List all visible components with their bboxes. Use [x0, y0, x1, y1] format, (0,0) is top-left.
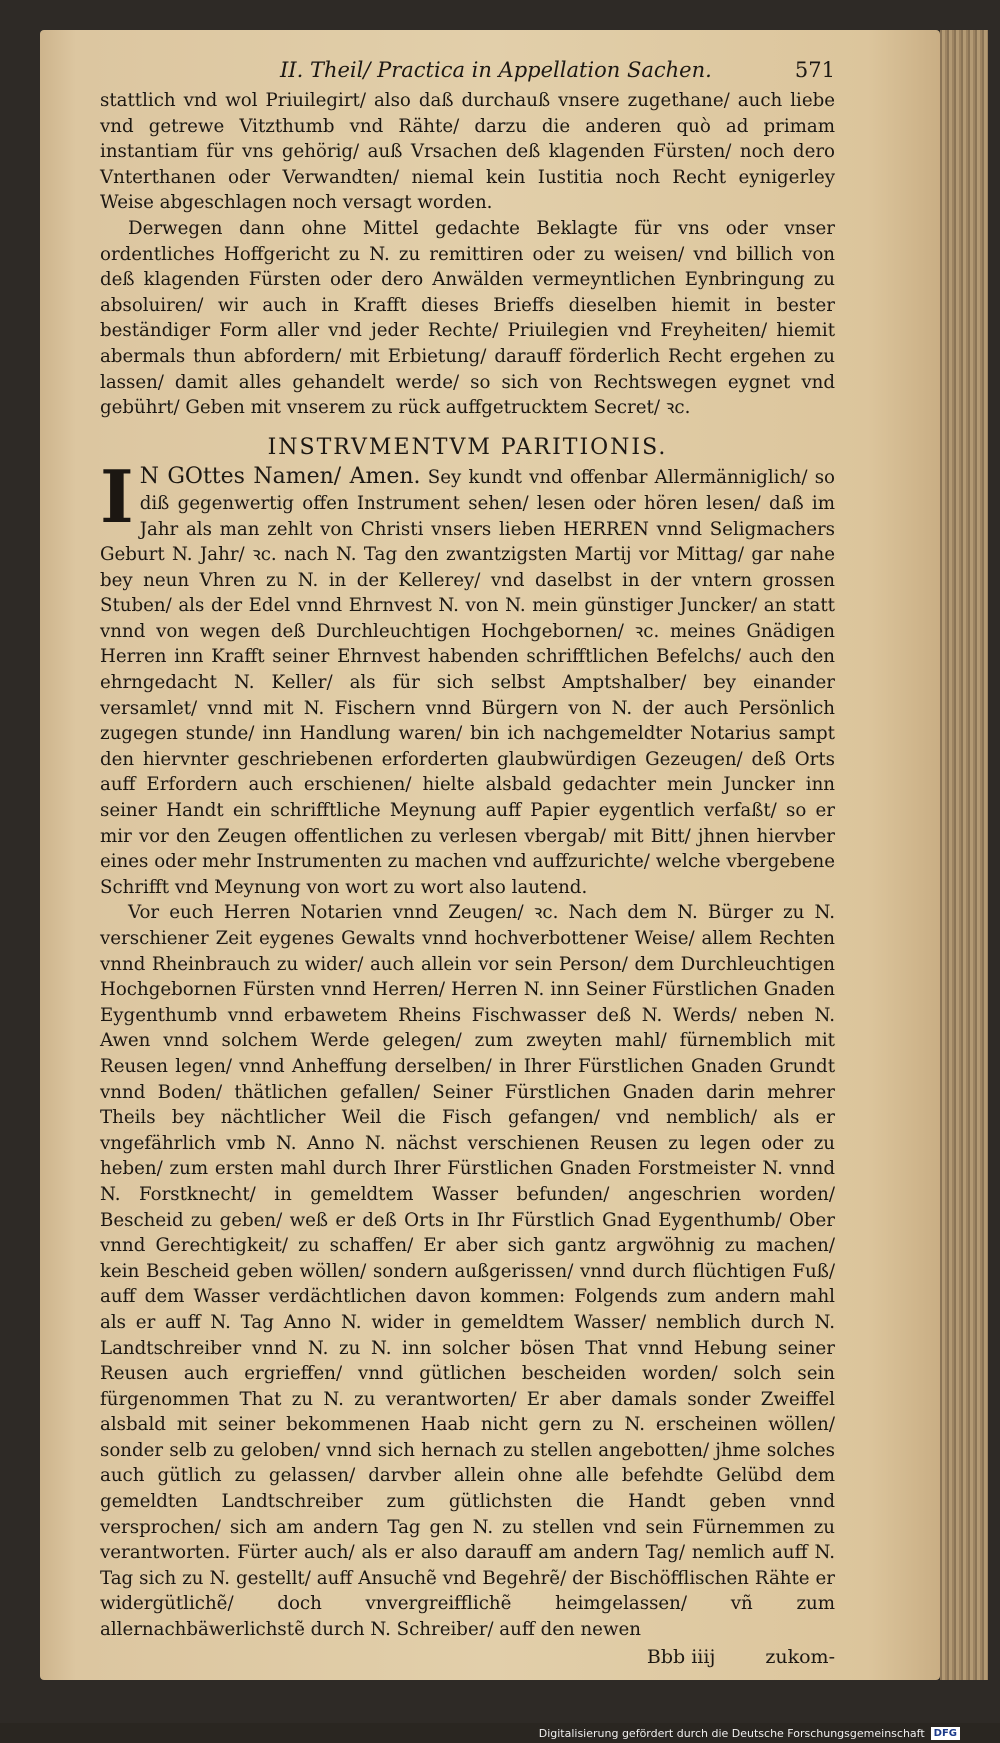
running-title: II. Theil/ Practica in Appellation Sachen. [280, 58, 712, 82]
drop-initial: I [100, 454, 134, 540]
opening-words: N GOttes Namen/ Amen. [139, 464, 421, 490]
catchword: zukom- [765, 1645, 835, 1668]
paragraph-4: Vor euch Herren Notarien vnnd Zeugen/ ꝛc. Nach dem N. Bürger zu N. verschiener Zeit eygenes Gewalts vnnd hochverbottener Weise/ allem Rechten vnnd Rheinbrauch zu wider/ auch allein vor sein Person/ dem Durchleuchtigen Hochgebornen Fürsten vnnd Herren/ Herren N. inn Seiner Fürstlichen Gnaden Eygenthumb vnnd erbawetem Rheins Fischwasser deß N. Werds/ neben N. Awen vnnd solchem Werde gelegen/ zum zweyten mahl/ fürnemblich mit Reusen legen/ vnnd Anheffung derselben/ in Ihrer Fürstlichen Gnaden Grundt vnnd Boden/ thätlichen gefallen/ Seiner Fürstlichen Gnaden darin mehrer Theils bey nächtlicher Weil die Fisch gefangen/ vnd nemblich/ als er vngefährlich vmb N. Anno N. nächst verschienen Reusen zu legen oder zu heben/ zum ersten mahl durch Ihrer Fürstlichen Gnaden Forstmeister N. vnnd N. Forstknecht/ in gemeldtem Wasser befunden/ angeschrien worden/ Bescheid zu geben/ weß er deß Orts in Ihr Fürstlich Gnad Eygenthumb/ Ober vnnd Gerechtigkeit/ zu schaffen/ Er aber sich gantz argwöhnig zu machen/ kein Bescheid geben wöllen/ sondern außgerissen/ vnnd durch flüchtigen Fuß/ auff dem Wasser verdächtlichen davon kommen: Folgends zum andern mahl als er auff N. Tag Anno N. wider in gemeldtem Wasser/ nemblich durch N. Landtschreiber vnnd N. zu N. inn solcher bösen That vnnd Hebung seiner Reusen auch ergrieffen/ vnnd gütlichen bescheiden worden/ solch sein fürgenommen That zu N. zu verantworten/ Er aber damals sonder Zweiffel alsbald mit seiner bekommenen Haab nicht gern zu N. erscheinen wöllen/ sonder selb zu geloben/ vnnd sich hernach zu stellen angebotten/ jhme solches auch gütlich zu gelassen/ darvber allein ohne alle befehdte Gelübd dem gemeldten Landtschreiber zum gütlichsten die Handt geben vnnd versprochen/ sich am andern Tag gen N. zu stellen vnd sein Fürnemmen zu verantworten. Fürter auch/ als er also darauff am andern Tag/ nemlich auff N. Tag sich zu N. gestellt/ auff Ansuchẽ vnd Begehrẽ/ der Bischöfflischen Rähte er widergütlichẽ/ doch vnvergreifflichẽ heimgelassen/ vñ zum allernachbäwerlichstẽ durch N. Schreiber/ auff den newen [100, 902, 835, 1641]
page-number: 571 [794, 58, 835, 82]
text-body [100, 88, 835, 1670]
digitization-banner [0, 1723, 1000, 1743]
signature-mark: Bbb iiij [646, 1645, 716, 1668]
page-text [100, 58, 835, 1670]
page-edge [940, 30, 988, 1680]
paragraph-1: stattlich vnd wol Priuilegirt/ also daß durchauß vnsere zugethane/ auch liebe vnd getrewe Vitzthumb vnd Rähte/ darzu die anderen quò ad primam instantiam für vns gehörig/ auß Vrsachen deß klagenden Fürsten/ noch dero Vnterthanen oder Verwandten/ niemal kein Iustitia noch Recht eynigerley Weise abgeschlagen noch versagt worden. [100, 90, 835, 214]
banner-text: Digitalisierung gefördert durch die Deutsche Forschungsgemeinschaft [538, 1726, 925, 1740]
page-footer [100, 1645, 835, 1671]
paragraph-2: Derwegen dann ohne Mittel gedachte Beklagte für vns oder vnser ordentliches Hoffgericht zu N. zu remittiren oder zu weisen/ vnd billich von deß klagenden Fürsten oder dero Anwälden vermeyntlichen Eynbringung zu absoluiren/ wir auch in Krafft dieses Brieffs dieselben hiemit in bester beständiger Form aller vnd jeder Rechte/ Priuilegien vnd Freyheiten/ hiemit abermals thun abfordern/ mit Erbietung/ darauff förderlich Recht ergehen zu lassen/ damit alles gehandelt werde/ so sich von Rechtswegen eygnet vnd gebührt/ Geben mit vnserem zu rück auffgetrucktem Secret/ ꝛc. [100, 217, 835, 419]
section-heading: INSTRVMENTVM PARITIONIS. [267, 434, 668, 460]
paragraph-3-text: Sey kundt vnd offenbar Allermänniglich/ so diß gegenwertig offen Instrument sehen/ lesen oder hören lesen/ daß im Jahr als man zehlt von Christi vnsers lieben HERREN vnnd Seligmachers Geburt N. Jahr/ ꝛc. nach N. Tag den zwantzigsten Martij vor Mittag/ gar nahe bey neun Vhren zu N. in der Kellerey/ vnd daselbst in der vntern grossen Stuben/ als der Edel vnnd Ehrnvest N. von N. mein günstiger Juncker/ an statt vnnd von wegen deß Durchleuchtigen Hochgebornen/ ꝛc. meines Gnädigen Herren inn Krafft seiner Ehrnvest habenden schrifftlichen Befelchs/ auch den ehrngedacht N. Keller/ als für sich selbst Amptshalber/ bey einander versamlet/ vnnd mit N. Fischern vnnd Bürgern von N. der auch Persönlich zugegen stunde/ inn Handlung waren/ bin ich nachgemeldter Notarius sampt den hiervnter geschriebenen erforderten glaubwürdigen Gezeugen/ deß Orts auff Erfordern auch erschienen/ hielte alsbald gedachter mein Juncker inn seiner Handt ein schrifftliche Meynung auff Papier eygentlich verfaßt/ so er mir vor den Zeugen offentlichen zu verlesen vbergab/ mit Bitt/ jhnen hiervber eines oder mehr Instrumenten zu machen vnd auffzurichte/ welche vbergebene Schrifft vnd Meynung von wort zu wort also lautend. [100, 467, 836, 898]
dfg-logo: DFG [931, 1727, 960, 1740]
paragraph-3 [100, 454, 836, 900]
running-header [100, 58, 835, 82]
